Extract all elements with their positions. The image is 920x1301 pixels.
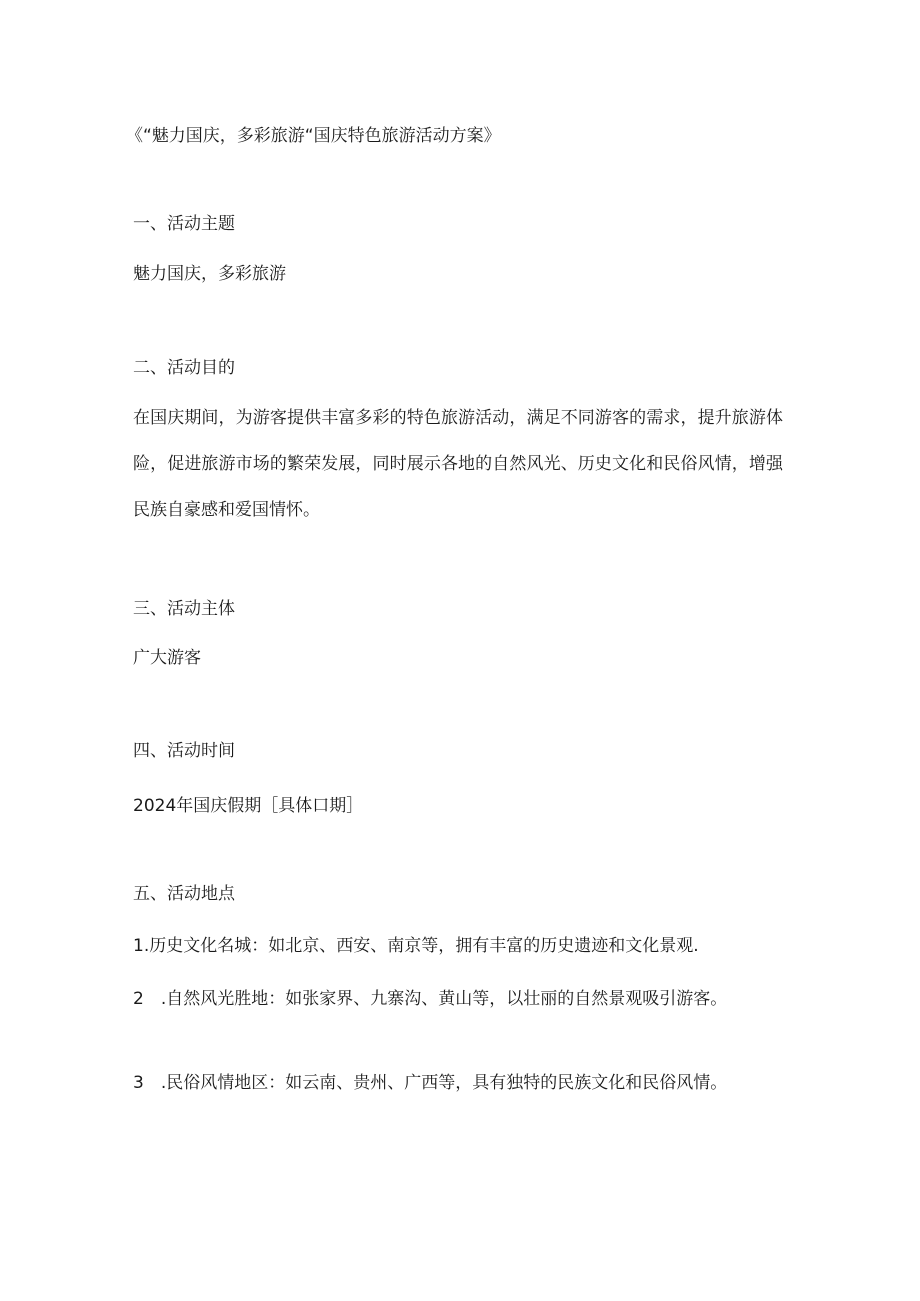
- location-item-3: 3 .民俗风情地区：如云南、贵州、广西等，具有独特的民族文化和民俗风情。: [133, 1073, 728, 1093]
- location-item-2: 2 .自然风光胜地：如张家界、九寨沟、黄山等，以壮丽的自然景观吸引游客。: [133, 989, 728, 1009]
- section-body-time: 2024年国庆假期［具体口期］: [133, 796, 364, 816]
- section-heading-participants: 三、活动主体: [133, 599, 235, 619]
- document-title: 《“魅力国庆，多彩旅游“国庆特色旅游活动方案》: [126, 126, 501, 146]
- section-heading-time: 四、活动时间: [133, 741, 235, 761]
- location-item-1: 1.历史文化名城：如北京、西安、南京等，拥有丰富的历史遗迹和文化景观.: [133, 936, 699, 956]
- section-heading-theme: 一、活动主题: [133, 214, 235, 234]
- section-body-purpose: 在国庆期间，为游客提供丰富多彩的特色旅游活动，满足不同游客的需求，提升旅游体险，促进旅游市场的繁荣发展，同时展示各地的自然风光、历史文化和民俗风情，增强民族自豪感和爱国情怀。: [133, 408, 783, 520]
- section-body-participants: 广大游客: [133, 648, 201, 668]
- section-heading-purpose: 二、活动目的: [133, 358, 235, 378]
- section-heading-location: 五、活动地点: [133, 884, 235, 904]
- section-body-theme: 魅力国庆，多彩旅游: [133, 264, 286, 284]
